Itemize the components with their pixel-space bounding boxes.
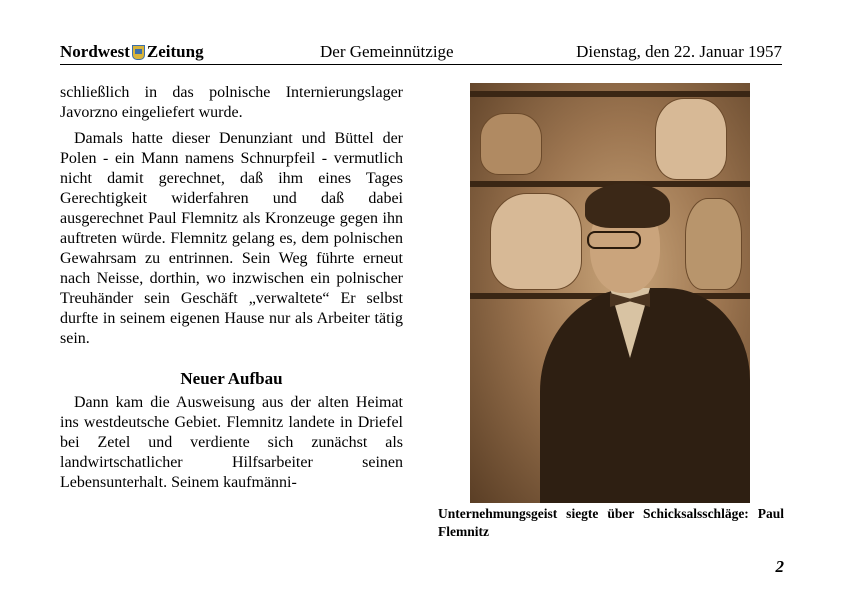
issue-date: Dienstag, den 22. Januar 1957 bbox=[576, 42, 782, 61]
article-paragraph-1: schließlich in das polnische Internierungslager Javorzno eingeliefert wurde. bbox=[60, 84, 403, 121]
article-subheading: Neuer Aufbau bbox=[180, 369, 283, 388]
pot-stack-1 bbox=[655, 98, 727, 180]
shelf-top bbox=[470, 91, 750, 97]
article-paragraph-2: Damals hatte dieser Denunziant und Büttel der Polen - ein Mann namens Schnurpfeil - vermutlich nicht damit gerechnet, daß ihm eines Tages Gerechtigkeit widerfahren und daß dabei ausgerechnet Paul Flemnitz als Kronzeuge gegen ihn auftreten würde. Flemnitz gelang es, dem polnischen Gewahrsam zu entrinnen. Sein Weg führte erneut nach Neisse, dorthin, wo inzwischen ein polnischer Treuhänder sein Geschäft „verwaltete“ Er selbst durfte in seinem eigenen Hause nur als Arbeiter tätig sein. bbox=[60, 130, 403, 347]
page-header bbox=[60, 42, 782, 65]
article-column bbox=[60, 83, 403, 493]
figure-hair bbox=[585, 183, 670, 228]
publication-name: Der Gemeinnützige bbox=[320, 42, 454, 61]
pot-stack-4 bbox=[685, 198, 742, 290]
coat-of-arms-icon bbox=[132, 45, 145, 60]
page-number: 2 bbox=[775, 557, 784, 576]
figure-glasses bbox=[587, 231, 641, 249]
figure-coat bbox=[540, 288, 750, 503]
masthead-left: Nordwest bbox=[60, 42, 130, 61]
masthead-right: Zeitung bbox=[146, 42, 204, 61]
pot-stack-3 bbox=[490, 193, 582, 290]
portrait-photo bbox=[470, 83, 750, 503]
masthead bbox=[60, 42, 204, 62]
article-paragraph-3: Dann kam die Ausweisung aus der alten Heimat ins westdeutsche Gebiet. Flemnitz landete in Driefel bei Zetel und verdiente sich zunächst als landwirtschatlicher Hilfsarbeiter seinen Lebensunterhalt. Seinem kaufmänni- bbox=[60, 394, 403, 491]
pot-stack-2 bbox=[480, 113, 542, 175]
photo-caption: Unternehmungsgeist siegte über Schicksalsschläge: Paul Flemnitz bbox=[438, 506, 784, 539]
